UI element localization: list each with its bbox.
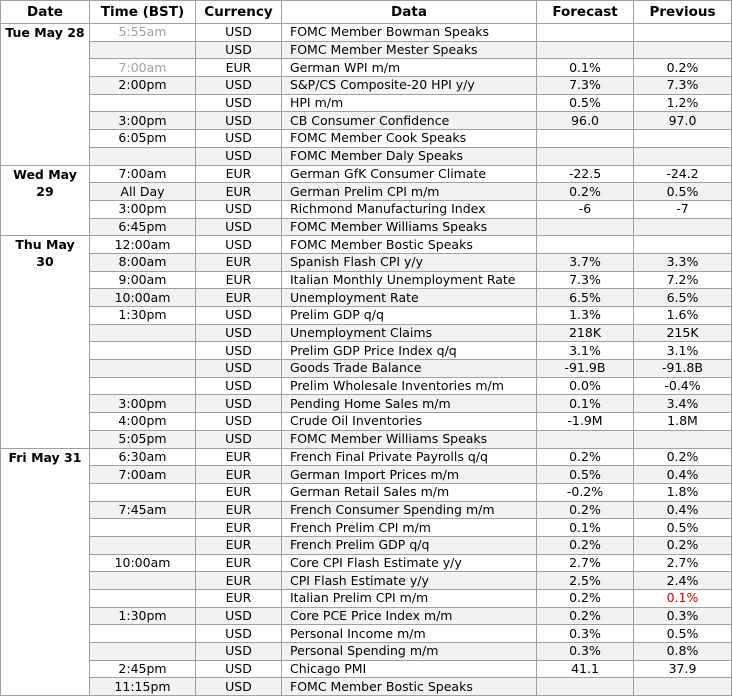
forecast-cell: 6.5% <box>537 289 634 307</box>
time-cell: 11:15pm <box>90 678 196 696</box>
currency-cell: EUR <box>196 501 282 519</box>
header-forecast: Forecast <box>537 1 634 24</box>
currency-cell: EUR <box>196 271 282 289</box>
currency-cell: USD <box>196 643 282 661</box>
forecast-cell: -6 <box>537 200 634 218</box>
currency-cell: EUR <box>196 165 282 183</box>
previous-cell <box>634 430 732 448</box>
time-cell: 6:05pm <box>90 130 196 148</box>
previous-cell: -91.8B <box>634 360 732 378</box>
forecast-cell: 0.2% <box>537 501 634 519</box>
currency-cell: USD <box>196 130 282 148</box>
header-data: Data <box>282 1 537 24</box>
previous-cell: 7.2% <box>634 271 732 289</box>
currency-cell: USD <box>196 236 282 254</box>
previous-cell: 0.5% <box>634 519 732 537</box>
forecast-cell: 3.7% <box>537 253 634 271</box>
time-cell: 6:30am <box>90 448 196 466</box>
event-name-cell: German Retail Sales m/m <box>282 483 537 501</box>
time-cell: 1:30pm <box>90 607 196 625</box>
forecast-cell: 0.2% <box>537 448 634 466</box>
forecast-cell <box>537 130 634 148</box>
currency-cell: USD <box>196 307 282 325</box>
forecast-cell: 41.1 <box>537 660 634 678</box>
time-cell: 10:00am <box>90 554 196 572</box>
time-cell: 2:00pm <box>90 77 196 95</box>
previous-cell <box>634 130 732 148</box>
previous-cell: 6.5% <box>634 289 732 307</box>
previous-cell: 3.4% <box>634 395 732 413</box>
event-name-cell: FOMC Member Cook Speaks <box>282 130 537 148</box>
event-name-cell: Prelim Wholesale Inventories m/m <box>282 377 537 395</box>
table-row <box>1 660 732 678</box>
currency-cell: USD <box>196 360 282 378</box>
forecast-cell: 0.2% <box>537 536 634 554</box>
table-row <box>1 554 732 572</box>
time-cell <box>90 643 196 661</box>
table-row <box>1 112 732 130</box>
currency-cell: USD <box>196 377 282 395</box>
currency-cell: USD <box>196 395 282 413</box>
previous-cell: 0.3% <box>634 607 732 625</box>
table-row <box>1 643 732 661</box>
table-row <box>1 289 732 307</box>
previous-cell: -0.4% <box>634 377 732 395</box>
table-row <box>1 165 732 183</box>
currency-cell: USD <box>196 678 282 696</box>
table-row <box>1 77 732 95</box>
time-cell <box>90 519 196 537</box>
currency-cell: EUR <box>196 590 282 608</box>
table-row <box>1 607 732 625</box>
currency-cell: USD <box>196 625 282 643</box>
previous-cell <box>634 24 732 42</box>
currency-cell: EUR <box>196 519 282 537</box>
previous-cell: 0.5% <box>634 625 732 643</box>
currency-cell: EUR <box>196 554 282 572</box>
forecast-cell: 2.7% <box>537 554 634 572</box>
time-cell: 7:00am <box>90 466 196 484</box>
currency-cell: USD <box>196 342 282 360</box>
currency-cell: USD <box>196 112 282 130</box>
previous-cell <box>634 147 732 165</box>
previous-cell: 0.4% <box>634 466 732 484</box>
table-row <box>1 413 732 431</box>
forecast-cell: 0.5% <box>537 466 634 484</box>
header-date: Date <box>1 1 90 24</box>
event-name-cell: Pending Home Sales m/m <box>282 395 537 413</box>
table-row <box>1 200 732 218</box>
previous-cell <box>634 41 732 59</box>
forecast-cell: 3.1% <box>537 342 634 360</box>
date-cell: Thu May 30 <box>1 236 90 448</box>
currency-cell: EUR <box>196 536 282 554</box>
currency-cell: USD <box>196 218 282 236</box>
currency-cell: EUR <box>196 483 282 501</box>
currency-cell: USD <box>196 324 282 342</box>
event-name-cell: FOMC Member Mester Speaks <box>282 41 537 59</box>
forecast-cell: 0.1% <box>537 59 634 77</box>
table-row <box>1 448 732 466</box>
table-row <box>1 59 732 77</box>
forecast-cell: 0.3% <box>537 643 634 661</box>
currency-cell: EUR <box>196 289 282 307</box>
calendar-body <box>1 24 732 696</box>
forecast-cell <box>537 678 634 696</box>
event-name-cell: Personal Income m/m <box>282 625 537 643</box>
previous-cell: 1.6% <box>634 307 732 325</box>
time-cell <box>90 342 196 360</box>
forecast-cell: 0.2% <box>537 590 634 608</box>
header-time: Time (BST) <box>90 1 196 24</box>
forecast-cell: 0.5% <box>537 94 634 112</box>
forecast-cell <box>537 430 634 448</box>
previous-cell: 1.8% <box>634 483 732 501</box>
forecast-cell <box>537 41 634 59</box>
forecast-cell: 7.3% <box>537 271 634 289</box>
table-row <box>1 360 732 378</box>
event-name-cell: Unemployment Rate <box>282 289 537 307</box>
previous-cell: 0.8% <box>634 643 732 661</box>
currency-cell: USD <box>196 94 282 112</box>
forecast-cell: 0.2% <box>537 183 634 201</box>
event-name-cell: French Prelim CPI m/m <box>282 519 537 537</box>
table-row <box>1 324 732 342</box>
forecast-cell <box>537 147 634 165</box>
forecast-cell: 0.1% <box>537 395 634 413</box>
previous-cell: 0.1% <box>634 590 732 608</box>
previous-cell: 0.4% <box>634 501 732 519</box>
previous-cell: 97.0 <box>634 112 732 130</box>
event-name-cell: CPI Flash Estimate y/y <box>282 572 537 590</box>
currency-cell: USD <box>196 24 282 42</box>
currency-cell: USD <box>196 77 282 95</box>
table-row <box>1 342 732 360</box>
forecast-cell: 0.3% <box>537 625 634 643</box>
table-row <box>1 271 732 289</box>
event-name-cell: CB Consumer Confidence <box>282 112 537 130</box>
previous-cell: 3.1% <box>634 342 732 360</box>
currency-cell: EUR <box>196 183 282 201</box>
currency-cell: USD <box>196 430 282 448</box>
previous-cell: -7 <box>634 200 732 218</box>
forecast-cell: 0.2% <box>537 607 634 625</box>
previous-cell: 0.5% <box>634 183 732 201</box>
previous-cell: -24.2 <box>634 165 732 183</box>
time-cell: 12:00am <box>90 236 196 254</box>
currency-cell: EUR <box>196 59 282 77</box>
table-row <box>1 395 732 413</box>
forecast-cell: 0.0% <box>537 377 634 395</box>
event-name-cell: Crude Oil Inventories <box>282 413 537 431</box>
event-name-cell: German Prelim CPI m/m <box>282 183 537 201</box>
currency-cell: EUR <box>196 253 282 271</box>
previous-cell: 215K <box>634 324 732 342</box>
currency-cell: USD <box>196 607 282 625</box>
currency-cell: EUR <box>196 448 282 466</box>
previous-cell: 0.2% <box>634 59 732 77</box>
time-cell: 9:00am <box>90 271 196 289</box>
previous-cell <box>634 236 732 254</box>
header-row <box>1 1 732 24</box>
time-cell: 7:45am <box>90 501 196 519</box>
previous-cell: 7.3% <box>634 77 732 95</box>
time-cell: 7:00am <box>90 165 196 183</box>
table-row <box>1 307 732 325</box>
previous-cell: 1.8M <box>634 413 732 431</box>
event-name-cell: Italian Prelim CPI m/m <box>282 590 537 608</box>
time-cell <box>90 377 196 395</box>
time-cell: 5:55am <box>90 24 196 42</box>
table-row <box>1 377 732 395</box>
event-name-cell: Personal Spending m/m <box>282 643 537 661</box>
time-cell: 2:45pm <box>90 660 196 678</box>
time-cell: 8:00am <box>90 253 196 271</box>
forecast-cell: -22.5 <box>537 165 634 183</box>
time-cell <box>90 41 196 59</box>
table-row <box>1 483 732 501</box>
time-cell: 3:00pm <box>90 112 196 130</box>
event-name-cell: Goods Trade Balance <box>282 360 537 378</box>
event-name-cell: Richmond Manufacturing Index <box>282 200 537 218</box>
forecast-cell: 218K <box>537 324 634 342</box>
time-cell <box>90 94 196 112</box>
previous-cell <box>634 218 732 236</box>
table-row <box>1 183 732 201</box>
date-cell: Fri May 31 <box>1 448 90 696</box>
event-name-cell: FOMC Member Bostic Speaks <box>282 236 537 254</box>
forecast-cell: 1.3% <box>537 307 634 325</box>
event-name-cell: French Final Private Payrolls q/q <box>282 448 537 466</box>
time-cell: 6:45pm <box>90 218 196 236</box>
forecast-cell <box>537 24 634 42</box>
previous-cell: 3.3% <box>634 253 732 271</box>
event-name-cell: Prelim GDP q/q <box>282 307 537 325</box>
date-cell: Tue May 28 <box>1 24 90 166</box>
forecast-cell <box>537 236 634 254</box>
previous-cell: 1.2% <box>634 94 732 112</box>
event-name-cell: Unemployment Claims <box>282 324 537 342</box>
table-row <box>1 41 732 59</box>
table-row <box>1 218 732 236</box>
table-row <box>1 147 732 165</box>
event-name-cell: Core CPI Flash Estimate y/y <box>282 554 537 572</box>
table-row <box>1 466 732 484</box>
event-name-cell: Core PCE Price Index m/m <box>282 607 537 625</box>
time-cell: 3:00pm <box>90 395 196 413</box>
table-row <box>1 678 732 696</box>
previous-cell: 37.9 <box>634 660 732 678</box>
previous-cell: 2.7% <box>634 554 732 572</box>
currency-cell: EUR <box>196 572 282 590</box>
table-row <box>1 236 732 254</box>
event-name-cell: FOMC Member Daly Speaks <box>282 147 537 165</box>
time-cell: 3:00pm <box>90 200 196 218</box>
event-name-cell: FOMC Member Williams Speaks <box>282 218 537 236</box>
currency-cell: USD <box>196 413 282 431</box>
event-name-cell: FOMC Member Bostic Speaks <box>282 678 537 696</box>
forecast-cell: -91.9B <box>537 360 634 378</box>
event-name-cell: S&P/CS Composite-20 HPI y/y <box>282 77 537 95</box>
event-name-cell: French Consumer Spending m/m <box>282 501 537 519</box>
currency-cell: USD <box>196 660 282 678</box>
currency-cell: EUR <box>196 466 282 484</box>
forecast-cell: 96.0 <box>537 112 634 130</box>
time-cell <box>90 324 196 342</box>
forecast-cell: 2.5% <box>537 572 634 590</box>
previous-cell <box>634 678 732 696</box>
time-cell: 5:05pm <box>90 430 196 448</box>
forecast-cell: -1.9M <box>537 413 634 431</box>
time-cell: 7:00am <box>90 59 196 77</box>
time-cell <box>90 147 196 165</box>
forecast-cell: 7.3% <box>537 77 634 95</box>
table-row <box>1 253 732 271</box>
table-row <box>1 536 732 554</box>
time-cell <box>90 536 196 554</box>
table-row <box>1 430 732 448</box>
event-name-cell: Prelim GDP Price Index q/q <box>282 342 537 360</box>
time-cell: 10:00am <box>90 289 196 307</box>
currency-cell: USD <box>196 147 282 165</box>
previous-cell: 2.4% <box>634 572 732 590</box>
time-cell <box>90 483 196 501</box>
forecast-cell: -0.2% <box>537 483 634 501</box>
time-cell <box>90 590 196 608</box>
time-cell <box>90 572 196 590</box>
time-cell <box>90 360 196 378</box>
currency-cell: USD <box>196 41 282 59</box>
forecast-cell: 0.1% <box>537 519 634 537</box>
event-name-cell: Spanish Flash CPI y/y <box>282 253 537 271</box>
header-previous: Previous <box>634 1 732 24</box>
forecast-cell <box>537 218 634 236</box>
table-row <box>1 625 732 643</box>
event-name-cell: FOMC Member Williams Speaks <box>282 430 537 448</box>
previous-cell: 0.2% <box>634 448 732 466</box>
event-name-cell: FOMC Member Bowman Speaks <box>282 24 537 42</box>
event-name-cell: French Prelim GDP q/q <box>282 536 537 554</box>
table-row <box>1 501 732 519</box>
table-row <box>1 94 732 112</box>
time-cell: 4:00pm <box>90 413 196 431</box>
table-row <box>1 519 732 537</box>
table-row <box>1 590 732 608</box>
event-name-cell: HPI m/m <box>282 94 537 112</box>
currency-cell: USD <box>196 200 282 218</box>
time-cell: All Day <box>90 183 196 201</box>
header-currency: Currency <box>196 1 282 24</box>
event-name-cell: Italian Monthly Unemployment Rate <box>282 271 537 289</box>
table-row <box>1 130 732 148</box>
event-name-cell: German GfK Consumer Climate <box>282 165 537 183</box>
table-row <box>1 572 732 590</box>
event-name-cell: German Import Prices m/m <box>282 466 537 484</box>
time-cell <box>90 625 196 643</box>
previous-cell: 0.2% <box>634 536 732 554</box>
date-cell: Wed May 29 <box>1 165 90 236</box>
event-name-cell: Chicago PMI <box>282 660 537 678</box>
time-cell: 1:30pm <box>90 307 196 325</box>
event-name-cell: German WPI m/m <box>282 59 537 77</box>
table-row <box>1 24 732 42</box>
